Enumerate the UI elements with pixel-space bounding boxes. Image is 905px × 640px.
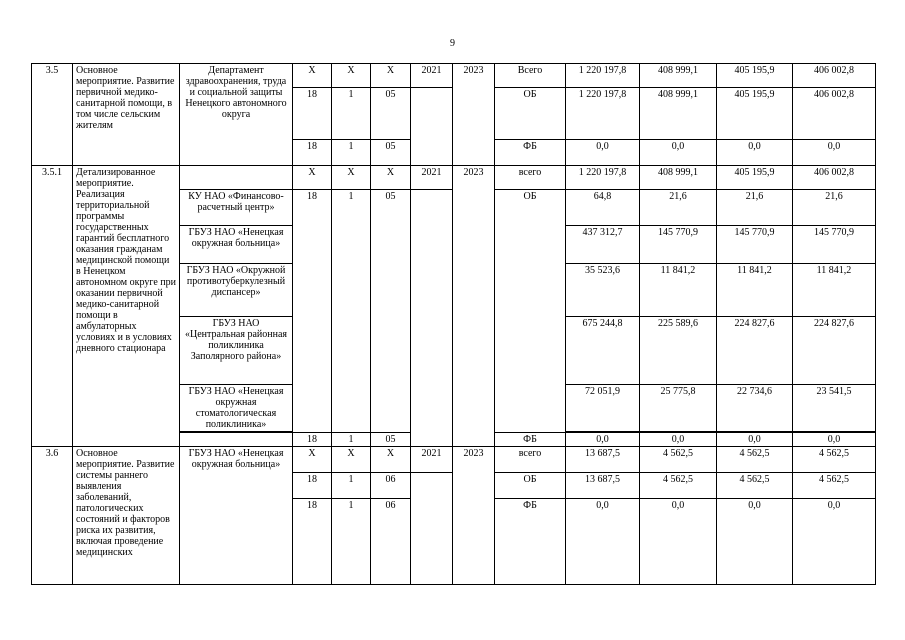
executor-name: ГБУЗ НАО «Ненецкая окружная стоматологическая поликлиника» [180, 385, 293, 432]
amount-year-2: 0,0 [717, 499, 793, 585]
amount-year-1: 408 999,1 [640, 166, 717, 190]
amount-year-2: 405 195,9 [717, 64, 793, 88]
code-cell: Х [371, 64, 411, 88]
executor-name: ГБУЗ НАО «Окружной противотуберкулезный диспансер» [180, 264, 293, 317]
program-table [31, 63, 876, 585]
executor-name: ГБУЗ НАО «Ненецкая окружная больница» [180, 447, 293, 585]
start-year: 2021 [411, 166, 453, 190]
amount-year-3: 0,0 [793, 433, 876, 447]
amount-year-3: 406 002,8 [793, 88, 876, 140]
page-number: 9 [450, 38, 455, 49]
code-cell: Х [371, 447, 411, 473]
amount-total: 35 523,6 [566, 264, 640, 317]
funding-source: ФБ [495, 433, 566, 447]
funding-source: всего [495, 447, 566, 473]
activity-name: Детализированное мероприятие. Реализация территориальной программы государственных гарантий бесплатного оказания гражданам медицинской помощи в Ненецком автономном округе при оказании первичной медико-санитарной помощи в амбулаторных условиях и в условиях дневного стационара [73, 166, 180, 447]
code-cell: Х [332, 447, 371, 473]
amount-year-1: 25 775,8 [640, 385, 717, 432]
amount-total: 13 687,5 [566, 447, 640, 473]
amount-year-2: 405 195,9 [717, 166, 793, 190]
executor-name: Департамент здравоохранения, труда и социальной защиты Ненецкого автономного округа [180, 64, 293, 166]
amount-year-1: 11 841,2 [640, 264, 717, 317]
activity-name: Основное мероприятие. Развитие системы раннего выявления заболеваний, патологических состояний и факторов риска их развития, включая проведение медицинских [73, 447, 180, 585]
amount-year-1: 4 562,5 [640, 473, 717, 499]
amount-year-2: 4 562,5 [717, 473, 793, 499]
code-cell: Х [332, 64, 371, 88]
table-row [32, 447, 876, 473]
amount-year-3: 4 562,5 [793, 447, 876, 473]
amount-total: 0,0 [566, 499, 640, 585]
code-cell: 1 [332, 433, 371, 447]
executor-name: КУ НАО «Финансово-расчетный центр» [180, 190, 293, 226]
executor-name: ГБУЗ НАО «Ненецкая окружная больница» [180, 226, 293, 264]
amount-year-3: 406 002,8 [793, 166, 876, 190]
end-year: 2023 [453, 166, 495, 447]
table-row [32, 166, 876, 190]
amount-total: 72 051,9 [566, 385, 640, 432]
amount-year-3: 406 002,8 [793, 64, 876, 88]
amount-total: 437 312,7 [566, 226, 640, 264]
amount-total: 1 220 197,8 [566, 64, 640, 88]
end-year: 2023 [453, 64, 495, 166]
amount-year-2: 21,6 [717, 190, 793, 226]
amount-year-1: 408 999,1 [640, 64, 717, 88]
amount-year-3: 224 827,6 [793, 317, 876, 385]
amount-year-3: 21,6 [793, 190, 876, 226]
funding-source: ОБ [495, 88, 566, 140]
amount-year-3: 145 770,9 [793, 226, 876, 264]
row-number: 3.5.1 [32, 166, 73, 447]
amount-year-1: 225 589,6 [640, 317, 717, 385]
code-cell: 05 [371, 140, 411, 166]
amount-total: 675 244,8 [566, 317, 640, 385]
code-cell: 18 [293, 140, 332, 166]
amount-year-1: 0,0 [640, 499, 717, 585]
amount-year-2: 22 734,6 [717, 385, 793, 432]
funding-source: ОБ [495, 190, 566, 433]
activity-name: Основное мероприятие. Развитие первичной медико-санитарной помощи, в том числе сельским жителям [73, 64, 180, 166]
amount-year-1: 4 562,5 [640, 447, 717, 473]
funding-source: ФБ [495, 140, 566, 166]
executor-name: ГБУЗ НАО «Центральная районная поликлиника Заполярного района» [180, 317, 293, 385]
code-cell: Х [293, 64, 332, 88]
amount-year-2: 4 562,5 [717, 447, 793, 473]
start-year: 2021 [411, 447, 453, 473]
funding-source: Всего [495, 64, 566, 88]
amount-year-1: 145 770,9 [640, 226, 717, 264]
amount-year-1: 21,6 [640, 190, 717, 226]
amount-year-1: 0,0 [640, 433, 717, 447]
code-cell: 1 [332, 499, 371, 585]
row-number: 3.5 [32, 64, 73, 166]
funding-source: ОБ [495, 473, 566, 499]
end-year: 2023 [453, 447, 495, 585]
amount-year-2: 0,0 [717, 140, 793, 166]
code-cell: Х [332, 166, 371, 190]
amount-year-2: 224 827,6 [717, 317, 793, 385]
amount-total: 64,8 [566, 190, 640, 226]
code-cell: 1 [332, 88, 371, 140]
code-cell: 06 [371, 499, 411, 585]
amount-total: 1 220 197,8 [566, 88, 640, 140]
amount-year-1: 0,0 [640, 140, 717, 166]
amount-year-3: 0,0 [793, 140, 876, 166]
amount-year-2: 405 195,9 [717, 88, 793, 140]
funding-source: ФБ [495, 499, 566, 585]
code-cell: 05 [371, 433, 411, 447]
row-number: 3.6 [32, 447, 73, 585]
code-cell: 18 [293, 88, 332, 140]
code-cell: 18 [293, 499, 332, 585]
code-cell: 1 [332, 190, 371, 433]
empty-cell [411, 473, 453, 585]
code-cell: 18 [293, 473, 332, 499]
code-cell: 1 [332, 473, 371, 499]
code-cell: 06 [371, 473, 411, 499]
code-cell: 18 [293, 433, 332, 447]
amount-year-2: 0,0 [717, 433, 793, 447]
amount-total: 0,0 [566, 433, 640, 447]
amount-total: 1 220 197,8 [566, 166, 640, 190]
amount-total: 0,0 [566, 140, 640, 166]
amount-year-1: 408 999,1 [640, 88, 717, 140]
amount-year-2: 145 770,9 [717, 226, 793, 264]
amount-year-3: 0,0 [793, 499, 876, 585]
empty-cell [411, 190, 453, 447]
code-cell: Х [293, 166, 332, 190]
code-cell: Х [371, 166, 411, 190]
code-cell: 1 [332, 140, 371, 166]
empty-cell [180, 166, 293, 190]
amount-year-3: 4 562,5 [793, 473, 876, 499]
empty-cell [411, 88, 453, 166]
empty-cell [180, 433, 293, 447]
funding-source: всего [495, 166, 566, 190]
code-cell: 05 [371, 88, 411, 140]
amount-year-3: 11 841,2 [793, 264, 876, 317]
code-cell: Х [293, 447, 332, 473]
amount-year-3: 23 541,5 [793, 385, 876, 432]
amount-total: 13 687,5 [566, 473, 640, 499]
table-row [32, 64, 876, 88]
code-cell: 05 [371, 190, 411, 433]
code-cell: 18 [293, 190, 332, 433]
start-year: 2021 [411, 64, 453, 88]
amount-year-2: 11 841,2 [717, 264, 793, 317]
